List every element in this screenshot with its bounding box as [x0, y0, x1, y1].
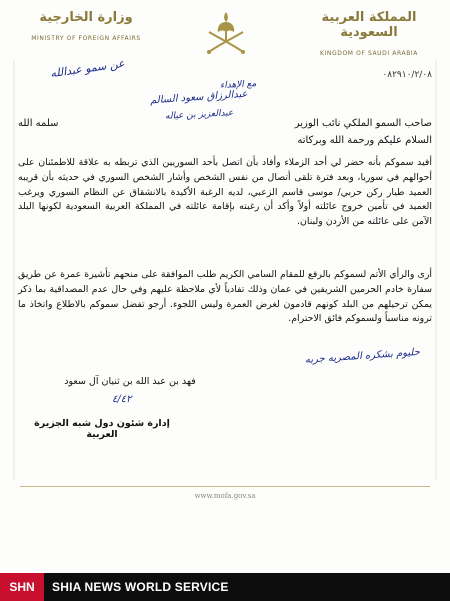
addressee: صاحب السمو الملكي نائب الوزير — [294, 118, 432, 129]
handwritten-side-note: حليوم بشكره المصريه جربه — [304, 346, 421, 366]
department-name: إدارة شئون دول شبه الجزيرة العربية — [34, 418, 170, 440]
paragraph-2: أرى والرأي الأتم لسموكم بالرفع للمقام السامي الكريم طلب الموافقة على منحهم تأشيرة عمرة عن طريق سفارة خادم الحرمين الشريفين في عمان وذلك تفادياً لأي ملاحظة عليهم وفي حال عدم المصداقية بما ذكر يمكن ترحيلهم من البلد كونهم قادمون لغرض العمرة وليس اللجوء. أرجو تفضل سموكم بالاطلاع واتخاذ ما ترونه مناسباً ولسموكم فائق الاحترام. — [18, 269, 432, 325]
reference-number: ٠٨٢٩١٠/٢/٠٨ — [382, 70, 432, 80]
salutation: السلام عليكم ورحمة الله وبركاته — [297, 135, 432, 146]
signer-name: فهد بن عبد الله بن ثنيان آل سعود — [64, 376, 196, 387]
paragraph-1: أفيد سموكم بأنه حضر لي أحد الزملاء وأفاد بأن اتصل بأحد السوريين الذي تربطه به علاقة للاطمئنان على أحوالهم في سوريا، وبعد فترة تلقى أتصال من نفس الشخص وأشار الشخص السوري في حديثه بأن قريبه العميد طيار ركن حربي/ موسى قاسم الزعبي، لديه الرغبة الأكيدة بالانشقاق عن النظام السوري ويرغب العميد في تأمين خروج عائلته أولاً وأكد أن رغبته بإقامة عائلته في المملكة العربية السعودية لكونها البلد الآمن على عائلته من الأردن ولبنان. — [18, 157, 432, 228]
kingdom-title-ar: المملكة العربية السعودية — [321, 10, 417, 40]
shn-logo: SHN — [0, 573, 44, 601]
handwritten-note-a: عبدالرزاق سعود السالم — [149, 88, 248, 107]
footer-divider — [20, 486, 430, 487]
ministry-title-en: MINISTRY OF FOREIGN AFFAIRS — [31, 35, 141, 42]
kingdom-header — [304, 10, 434, 57]
handwritten-note-c: عبدالعزيز بن عياله — [164, 108, 234, 122]
ministry-header — [16, 10, 156, 42]
addressee-line — [18, 118, 432, 129]
handwritten-note-top-left: عن سمو عبدالله — [49, 56, 126, 81]
ministry-title-ar: وزارة الخارجية — [39, 10, 133, 25]
letterhead — [10, 8, 440, 72]
kingdom-title-en: KINGDOM OF SAUDI ARABIA — [320, 50, 418, 57]
handwritten-signature: ٤/٤٢ — [112, 394, 132, 405]
service-name: SHIA NEWS WORLD SERVICE — [52, 580, 229, 594]
saudi-emblem-icon — [203, 8, 249, 58]
handwritten-note-b: مع الإهداء — [219, 79, 257, 91]
closing-greeting: سلمه الله — [18, 118, 59, 129]
footer-url: www.mofa.gov.sa — [194, 492, 256, 500]
